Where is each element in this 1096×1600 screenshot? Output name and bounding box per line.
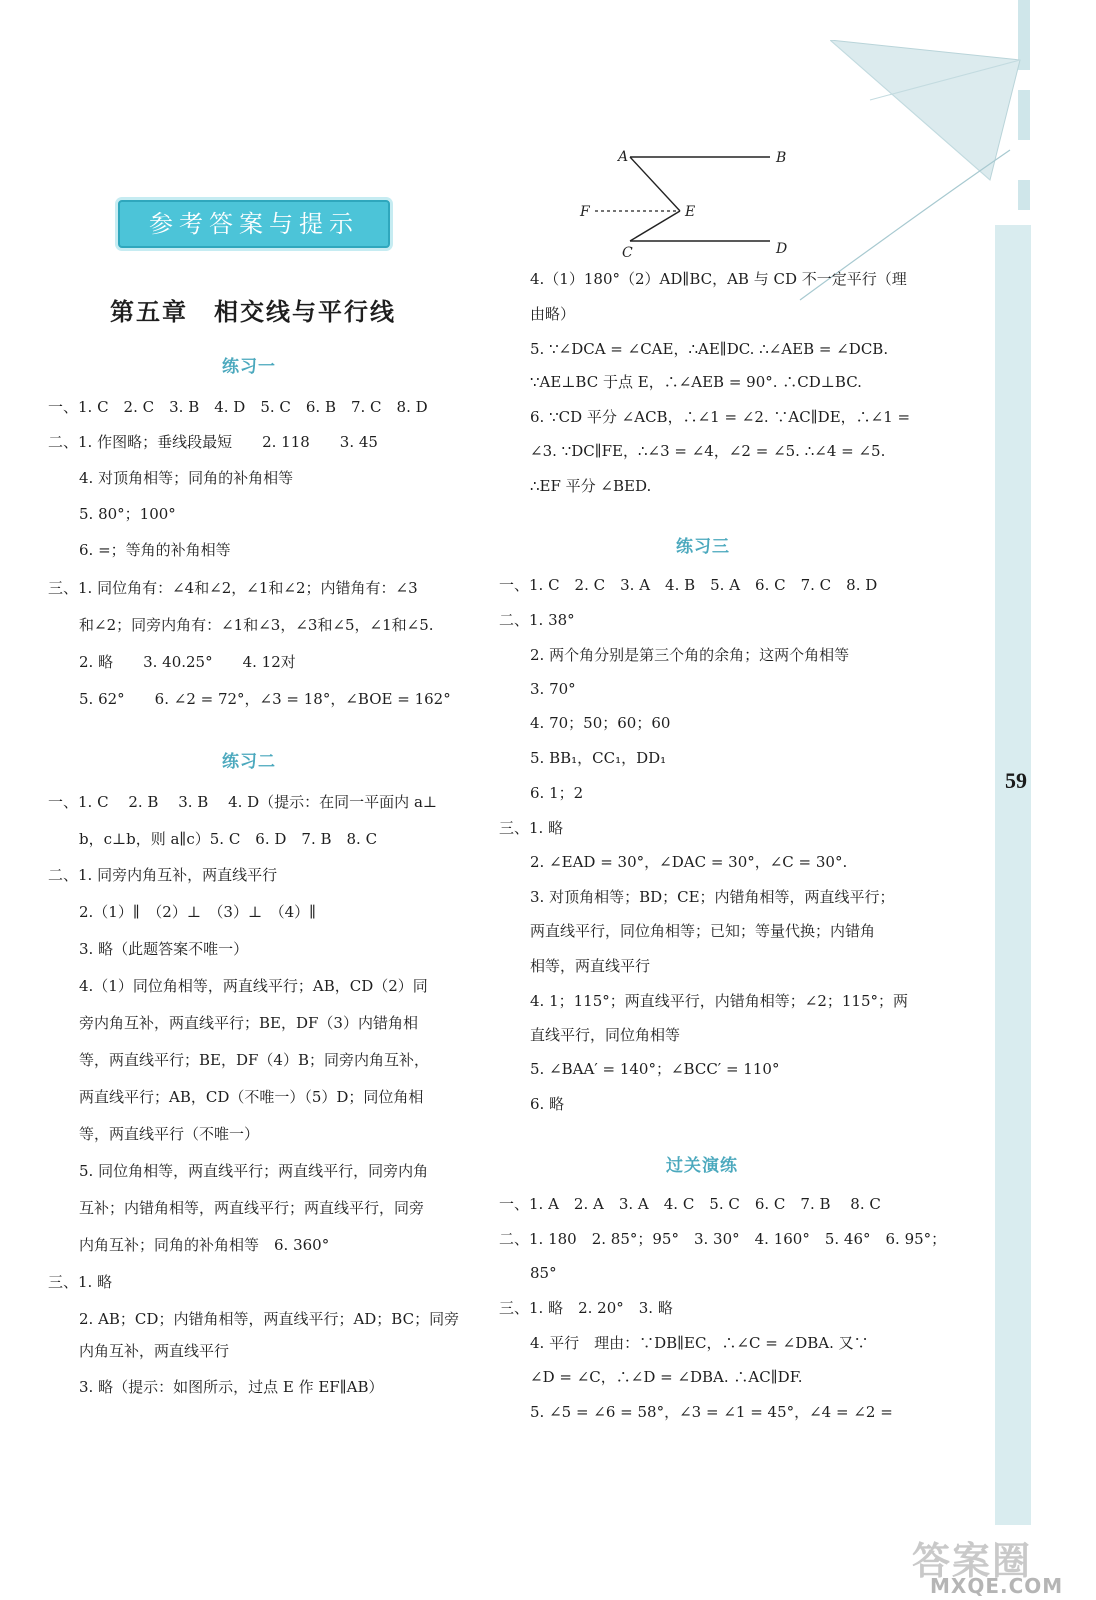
answer-line: 内角互补，两直线平行 <box>79 1342 230 1360</box>
answer-line: 5. 同位角相等，两直线平行；两直线平行，同旁内角 <box>79 1162 429 1180</box>
watermark-url: MXQE.COM <box>930 1574 1064 1598</box>
answer-line: 6. 1；2 <box>530 784 584 802</box>
answer-line: 3. 略（此题答案不唯一） <box>79 940 249 958</box>
answer-line: 三、1. 同位角有：∠4和∠2，∠1和∠2；内错角有：∠3 <box>48 579 418 597</box>
answer-line: 5. ∠5 = ∠6 = 58°，∠3 = ∠1 = 45°，∠4 = ∠2 = <box>530 1403 893 1421</box>
answer-line: 二、1. 作图略；垂线段最短 2. 118 3. 45 <box>48 433 378 451</box>
answer-line: ∠3. ∵DC∥FE，∴∠3 = ∠4，∠2 = ∠5. ∴∠4 = ∠5. <box>530 442 886 460</box>
answer-line: 二、1. 同旁内角互补，两直线平行 <box>48 866 278 884</box>
answer-line: 三、1. 略 <box>48 1273 113 1291</box>
answer-line: 一、1. A 2. A 3. A 4. C 5. C 6. C 7. B 8. C <box>499 1195 881 1213</box>
answer-line: 相等，两直线平行 <box>530 957 651 975</box>
answer-line: 4. 1；115°；两直线平行，内错角相等；∠2；115°；两 <box>530 992 908 1010</box>
answer-line: 两直线平行；AB，CD（不唯一）（5）D；同位角相 <box>79 1088 424 1106</box>
answer-line: 直线平行，同位角相等 <box>530 1026 681 1044</box>
answer-line: ∠D = ∠C，∴∠D = ∠DBA. ∴AC∥DF. <box>530 1368 803 1386</box>
answer-line: 4. 平行 理由：∵DB∥EC，∴∠C = ∠DBA. 又∵ <box>530 1334 869 1352</box>
answer-line: b，c⊥b，则 a∥c）5. C 6. D 7. B 8. C <box>79 830 378 848</box>
answer-line: 2. ∠EAD = 30°，∠DAC = 30°，∠C = 30°. <box>530 853 848 871</box>
watermark-logo: 答案圈 <box>912 1539 1033 1583</box>
answer-line: 二、1. 180 2. 85°；95° 3. 30° 4. 160° 5. 46° 6. 95°； <box>499 1230 947 1248</box>
answer-line: 4. 对顶角相等；同角的补角相等 <box>79 469 294 487</box>
banner-title: 参考答案与提示 <box>149 210 359 238</box>
section-title: 练习一 <box>222 357 276 377</box>
page-number: 59 <box>1005 768 1027 793</box>
answer-banner <box>118 200 390 248</box>
figure-label: F <box>580 204 590 220</box>
answer-line: 一、1. C 2. B 3. B 4. D（提示：在同一平面内 a⊥ <box>48 793 437 811</box>
answer-line: 等，两直线平行（不唯一） <box>79 1125 260 1143</box>
figure-label: C <box>622 245 633 261</box>
answer-line: 内角互补；同角的补角相等 6. 360° <box>79 1236 330 1254</box>
answer-line: 85° <box>530 1264 557 1282</box>
geometry-figure <box>570 145 800 265</box>
answer-line: 3. 略（提示：如图所示，过点 E 作 EF∥AB） <box>79 1378 384 1396</box>
answer-line: 旁内角互补，两直线平行；BE，DF（3）内错角相 <box>79 1014 418 1032</box>
answer-line: 两直线平行，同位角相等；已知；等量代换；内错角 <box>530 922 876 940</box>
answer-line: 5. 62° 6. ∠2 = 72°，∠3 = 18°，∠BOE = 162° <box>79 690 451 708</box>
answer-line: 一、1. C 2. C 3. A 4. B 5. A 6. C 7. C 8. D <box>499 576 878 594</box>
answer-line: 6. =；等角的补角相等 <box>79 541 231 559</box>
figure-label: E <box>685 204 696 220</box>
section-title: 练习三 <box>676 537 730 557</box>
section-title: 练习二 <box>222 752 276 772</box>
answer-line: 2. 两个角分别是第三个角的余角；这两个角相等 <box>530 646 850 664</box>
answer-line: 和∠2；同旁内角有：∠1和∠3，∠3和∠5，∠1和∠5. <box>79 616 434 634</box>
answer-line: 3. 对顶角相等；BD；CE；内错角相等，两直线平行； <box>530 888 895 906</box>
answer-line: 三、1. 略 <box>499 819 564 837</box>
answer-line: 5. ∵∠DCA = ∠CAE，∴AE∥DC. ∴∠AEB = ∠DCB. <box>530 340 889 358</box>
figure-label: B <box>776 150 787 166</box>
answer-line: 5. BB₁，CC₁，DD₁ <box>530 749 667 767</box>
answer-line: 4. 70；50；60；60 <box>530 714 671 732</box>
answer-line: 互补；内错角相等，两直线平行；两直线平行，同旁 <box>79 1199 425 1217</box>
answer-line: 一、1. C 2. C 3. B 4. D 5. C 6. B 7. C 8. D <box>48 398 428 416</box>
answer-line: 等，两直线平行；BE，DF（4）B；同旁内角互补， <box>79 1051 429 1069</box>
answer-line: 2. AB；CD；内错角相等，两直线平行；AD；BC；同旁 <box>79 1310 460 1328</box>
answer-line: 5. 80°；100° <box>79 505 176 523</box>
answer-line: 4.（1）同位角相等，两直线平行；AB，CD（2）同 <box>79 977 428 995</box>
answer-line: ∴EF 平分 ∠BED. <box>530 477 652 495</box>
chapter-title: 第五章 相交线与平行线 <box>110 297 396 326</box>
answer-line: 3. 70° <box>530 680 576 698</box>
answer-line: 5. ∠BAA′ = 140°；∠BCC′ = 110° <box>530 1060 780 1078</box>
figure-label: A <box>618 149 629 165</box>
answer-line: ∵AE⊥BC 于点 E，∴∠AEB = 90°. ∴CD⊥BC. <box>530 373 862 391</box>
answer-line: 6. 略 <box>530 1095 565 1113</box>
answer-line: 4.（1）180°（2）AD∥BC，AB 与 CD 不一定平行（理 <box>530 270 907 288</box>
answer-line: 2.（1）∥ （2）⊥ （3）⊥ （4）∥ <box>79 903 317 921</box>
answer-line: 2. 略 3. 40.25° 4. 12对 <box>79 653 296 671</box>
decorative-side-band <box>995 225 1031 1525</box>
section-title: 过关演练 <box>666 1156 738 1176</box>
answer-line: 三、1. 略 2. 20° 3. 略 <box>499 1299 673 1317</box>
answer-line: 6. ∵CD 平分 ∠ACB，∴∠1 = ∠2. ∵AC∥DE，∴∠1 = <box>530 408 911 426</box>
answer-line: 由略） <box>530 305 576 323</box>
answer-line: 二、1. 38° <box>499 611 575 629</box>
figure-label: D <box>776 241 788 257</box>
